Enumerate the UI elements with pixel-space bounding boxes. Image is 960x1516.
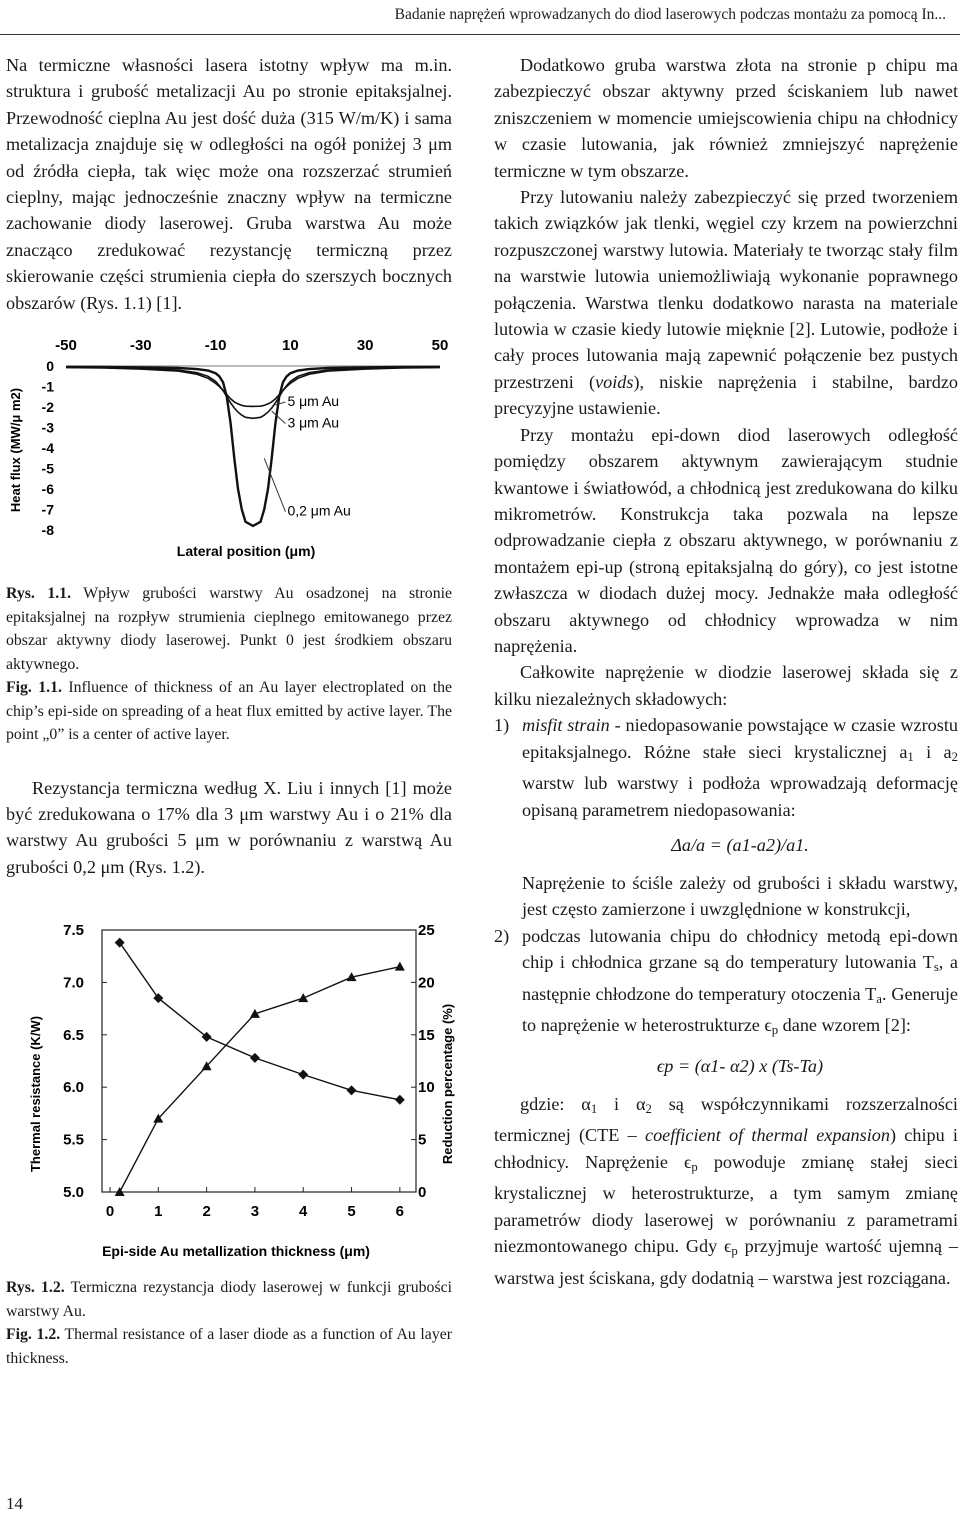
series-annotation: 3 μm Au: [287, 414, 340, 431]
data-point: [395, 962, 405, 971]
data-point: [115, 938, 125, 948]
right-column: [494, 52, 958, 1291]
subscript: p: [731, 1244, 738, 1259]
text-run: , a następnie chłodzone do temperatury otoczenia T: [522, 952, 958, 1004]
x-tick-label: 30: [356, 337, 374, 355]
y-tick-label: -2: [41, 399, 54, 416]
text-run: warstw lub warstwy i podłoża wprowadzają deformację opisaną parametrem niedopasowania:: [522, 773, 958, 820]
text-run: przyjmuje wartość ujemną – warstwa jest ściskana, gdy dodatnią – warstwa jest rozciągana.: [494, 1236, 958, 1288]
heat-flux-chart: [6, 330, 452, 562]
y-left-tick-label: 7.5: [63, 922, 84, 940]
x-axis-label: Epi-side Au metallization thickness (μm): [102, 1243, 370, 1260]
y-left-tick-label: 6.5: [63, 1026, 84, 1044]
left-column: [6, 52, 455, 1370]
figure-1-2: [6, 904, 455, 1276]
text-run: powoduje zmianę stałej sieci krystalicznej w heterostrukturze, a tym samym zmianę parametrów diody laserowej w porównaniu z parametrami niezmontowanego chipu. Gdy ϵ: [494, 1151, 958, 1257]
x-tick-label: 5: [347, 1203, 356, 1221]
paragraph-epi-down: Przy montażu epi-down diod laserowych odległość pomiędzy obszarem aktywnym zawierającym studnie kwantowe i światłowód, a chłodnicą jest zredukowana do kilku mikrometrów. Konstrukcja taka pozwala na lepsze odprowadzanie ciepła z obszaru aktywnego, w porównaniu z montażem epi-up (stroną epitaksjalną do góry), co jest istotne zwłaszcza w diodach dużej mocy. Jednakże mała odległość obszaru aktywnego od chłodnicy wprowadza w nim naprężenia.: [494, 424, 958, 656]
y-tick-label: -1: [41, 378, 54, 395]
x-tick-label: 1: [154, 1203, 163, 1221]
y-left-tick-label: 6.0: [63, 1079, 84, 1097]
y-right-tick-label: 20: [418, 974, 435, 992]
subscript: s: [933, 960, 939, 975]
list-item-text: [522, 712, 958, 823]
y-tick-label: -6: [41, 481, 54, 498]
y-right-tick-label: 5: [418, 1131, 427, 1149]
subscript: 1: [907, 749, 914, 764]
paragraph-cte: [494, 1091, 958, 1291]
x-tick-label: -30: [129, 337, 152, 355]
caption-pl-text: Termiczna rezystancja diody laserowej w funkcji grubości warstwy Au.: [6, 1279, 453, 1320]
text-run: dane wzorem [2]:: [778, 1015, 911, 1036]
y-right-tick-label: 25: [418, 922, 435, 940]
text-run: są współczynnikami rozszerzalności termicznej (CTE –: [494, 1093, 958, 1146]
caption-en-text: Thermal resistance of a laser diode as a function of Au layer thickness.: [6, 1326, 452, 1367]
caption-pl: [6, 1276, 452, 1323]
running-header: Badanie naprężeń wprowadzanych do diod laserowych podczas montażu za pomocą In...: [394, 6, 946, 23]
subscript: 2: [951, 749, 958, 764]
caption-en-label: Fig. 1.2.: [6, 1326, 61, 1344]
text-run: - niedopasowanie powstające w czasie wzrostu epitaksjalnego. Różne stałe sieci krystalicznej a: [522, 715, 958, 762]
y-left-tick-label: 5.5: [63, 1131, 84, 1149]
subscript: 1: [590, 1102, 598, 1117]
subscript: p: [771, 1023, 779, 1038]
y-left-tick-label: 5.0: [63, 1184, 84, 1202]
x-tick-label: 3: [250, 1203, 260, 1221]
caption-pl-text: Wpływ grubości warstwy Au osadzonej na stronie epitaksjalnej na rozpływ strumienia cieplnego emitowanego przez obszar aktywny diody laserowej. Punkt 0 jest środkiem obszaru aktywnego.: [6, 585, 452, 673]
equation-misfit: Δa/a = (a1-a2)/a1.: [671, 834, 809, 855]
x-tick-label: 10: [282, 337, 299, 355]
header-rule: [0, 34, 960, 35]
text-run: podczas lutowania chipu do chłodnicy metodą epi-down chip i chłodnica grzane są do temperatury lutowania T: [522, 925, 958, 973]
paragraph-soldering: [494, 184, 958, 422]
x-axis-label: Lateral position (μm): [176, 543, 316, 560]
thermal-resistance-chart: [6, 904, 455, 1276]
data-point: [395, 1095, 405, 1105]
list-item-text: Naprężenie to ściśle zależy od grubości i składu warstwy, jest często zamierzone i uwzględnione w konstrukcji,: [522, 872, 958, 920]
y-axis-left-label: Thermal resistance (K/W): [28, 1016, 43, 1173]
list-item-2: [494, 923, 958, 1091]
series-annotation: 0,2 μm Au: [287, 502, 351, 519]
y-axis-label: Heat flux (MW/μ m2): [8, 387, 23, 513]
y-right-tick-label: 15: [418, 1026, 435, 1044]
text-run: i a: [913, 741, 952, 762]
y-tick-label: -7: [41, 501, 54, 518]
paragraph-gold-layer: Dodatkowo gruba warstwa złota na stronie p chipu ma zabezpieczyć obszar aktywny przed ściskaniem lub nawet zniszczeniem w momencie umiejscowienia chipu na chłodnicy w czasie lutowania, jak również zmniejszyć naprężenie termiczne w tym obszarze.: [494, 55, 958, 181]
paragraph-thermal-resistance: Rezystancja termiczna według X. Liu i innych [1] może być zredukowana o 17% dla 3 μm warstwy Au i o 21% dla warstwy Au grubości 5 μm w porównaniu z warstwą Au grubości 0,2 μm (Rys. 1.2).: [6, 777, 452, 877]
caption-pl: [6, 582, 452, 676]
caption-en: [6, 676, 452, 747]
caption-en: [6, 1323, 452, 1370]
y-tick-label: -4: [41, 440, 54, 457]
caption-1-1: [6, 582, 452, 747]
x-tick-label: 2: [202, 1203, 211, 1221]
y-axis-right-label: Reduction percentage (%): [440, 1004, 455, 1165]
caption-pl-label: Rys. 1.2.: [6, 1279, 65, 1297]
text-run: ) chipu i chłodnicy. Naprężenie ϵ: [494, 1125, 958, 1172]
subscript: 2: [645, 1102, 652, 1117]
list-item-1: [494, 712, 958, 923]
text-run: . Generuje to naprężenie w heterostrukturze ϵ: [522, 983, 959, 1036]
data-point: [298, 993, 308, 1002]
y-tick-label: -5: [41, 460, 54, 477]
y-tick-label: 0: [46, 358, 54, 375]
plot-area: [58, 356, 440, 534]
text-run: ), niskie naprężenia i stabilne, bardzo precyzyjne ustawienie.: [494, 371, 959, 419]
paragraph-total-stress: Całkowite naprężenie w diodzie laserowej składa się z kilku niezależnych składowych:: [494, 662, 958, 709]
x-tick-label: 0: [105, 1203, 115, 1221]
x-tick-label: -10: [204, 337, 227, 355]
series-annotation: 5 μm Au: [287, 393, 340, 410]
text-run: i α: [597, 1093, 646, 1114]
text-run: gdzie: α: [520, 1093, 591, 1114]
x-tick-label: 4: [299, 1203, 308, 1221]
plot-frame: [102, 930, 416, 1192]
y-right-tick-label: 0: [418, 1184, 427, 1202]
list-item-text: [522, 923, 958, 1044]
caption-en-text: Influence of thickness of an Au layer electroplated on the chip’s epi-side on spreading of a heat flux emitted by active layer. The point „0” is a center of active layer.: [6, 679, 452, 744]
data-point: [347, 1086, 357, 1096]
italic-term: misfit strain: [522, 715, 610, 736]
list-number: 2): [494, 925, 510, 946]
figure-1-1: [6, 330, 452, 562]
text-run: Przy lutowaniu należy zabezpieczyć się przed tworzeniem takich związków jak tlenki, węgiel czy krzem na powierzchni rozpuszczonej warstwy lutowia. Materiały te tworząc stały film na warstwie lutowia uniemożliwiają wykonanie poprawnego połączenia. Warstwa tlenku dodatkowo narasta na materiale lutowia w czasie kiedy lutowie mięknie [2]. Lutowie, podłoże i cały proces lutowania mają zapewnić połączenie bez pustych przestrzeni (: [494, 187, 958, 392]
caption-en-label: Fig. 1.1.: [6, 679, 62, 697]
italic-term: coefficient of thermal expansion: [645, 1125, 890, 1146]
x-tick-label: -50: [55, 337, 77, 355]
series-line: [120, 943, 400, 1100]
page-number: 14: [6, 1494, 23, 1513]
y-tick-label: -3: [41, 419, 54, 436]
italic-term: voids: [595, 371, 634, 392]
subscript: p: [691, 1160, 698, 1175]
caption-1-2: [6, 1276, 452, 1370]
x-tick-label: 50: [431, 337, 449, 355]
list-number: 1): [494, 715, 510, 736]
caption-pl-label: Rys. 1.1.: [6, 585, 72, 603]
subscript: a: [876, 991, 882, 1006]
equation-thermal-strain: ϵp = (α1- α2) x (Ts-Ta): [656, 1055, 824, 1076]
y-left-tick-label: 7.0: [63, 974, 84, 992]
data-point: [250, 1053, 260, 1063]
data-point: [298, 1070, 308, 1080]
paragraph-au-metallization: Na termiczne własności lasera istotny wpływ ma m.in. struktura i grubość metalizacji Au po stronie epitaksjalnej. Przewodność cieplna Au jest dość duża (315 W/m/K) i sama metalizacja znajduje się w odległości na ogół poniżej 3 μm od źródła ciepła, tak więc może ona rozszerzać strumień cieplny, mając jednocześnie znaczny wpływ na termiczne zachowanie diody laserowej. Gruba warstwa Au może znacząco zredukować rezystancję termiczną przez skierowanie części strumienia ciepła do szerszych bocznych obszarów (Rys. 1.1) [1].: [6, 55, 452, 313]
y-right-tick-label: 10: [418, 1079, 435, 1097]
x-tick-label: 6: [395, 1203, 405, 1221]
y-tick-label: -8: [41, 522, 54, 539]
